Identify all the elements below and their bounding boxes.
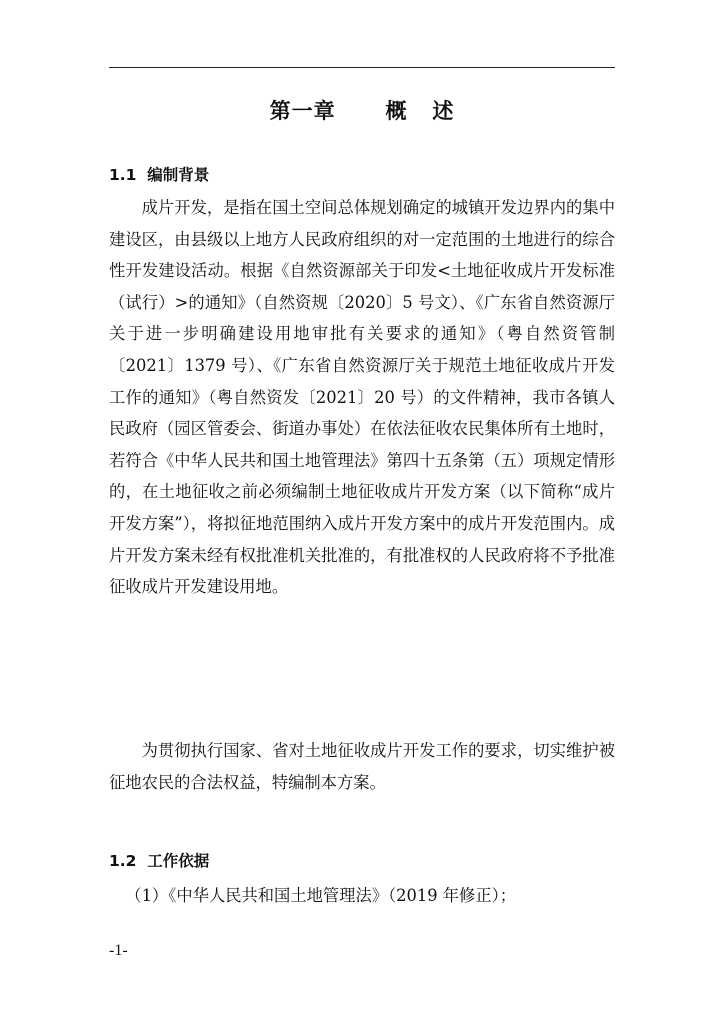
background-paragraph-2: 为贯彻执行国家、省对土地征收成片开发工作的要求，切实维护被征地农民的合法权益，特编制本方案。 <box>109 741 615 792</box>
header-rule <box>109 67 615 68</box>
section-heading-1-2: 1.2 工作依据 <box>109 852 210 870</box>
basis-list-item: （1）《中华人民共和国土地管理法》（2019 年修正）； <box>125 886 517 905</box>
page-number: -1- <box>109 942 128 959</box>
chapter-title: 第一章 概 述 <box>269 99 455 123</box>
section-heading-1-1: 1.1 编制背景 <box>109 166 210 184</box>
background-paragraph-1: 成片开发，是指在国土空间总体规划确定的城镇开发边界内的集中建设区，由县级以上地方人民政府组织的对一定范围的土地进行的综合性开发建设活动。根据《自然资源部关于印发<土地征收成片开发标准（试行）>的通知》（自然资规〔2020〕5 号文）、《广东省自然资源厅关于进一步明确建设用地审批有关要求的通知》（粤自然资管制〔2021〕1379 号）、《广东省自然资源厅关于规范土地征收成片开发工作的通知》（粤自然资发〔2021〕20 号）的文件精神，我市各镇人民政府（园区管委会、街道办事处）在依法征收农民集体所有土地时，若符合《中华人民共和国土地管理法》第四十五条第（五）项规定情形的，在土地征收之前必须编制土地征收成片开发方案（以下简称“成片开发方案”），将拟征地范围纳入成片开发方案中的成片开发范围内。成片开发方案未经有权批准机关批准的，有批准权的人民政府将不予批准征收成片开发建设用地。 <box>109 198 615 597</box>
